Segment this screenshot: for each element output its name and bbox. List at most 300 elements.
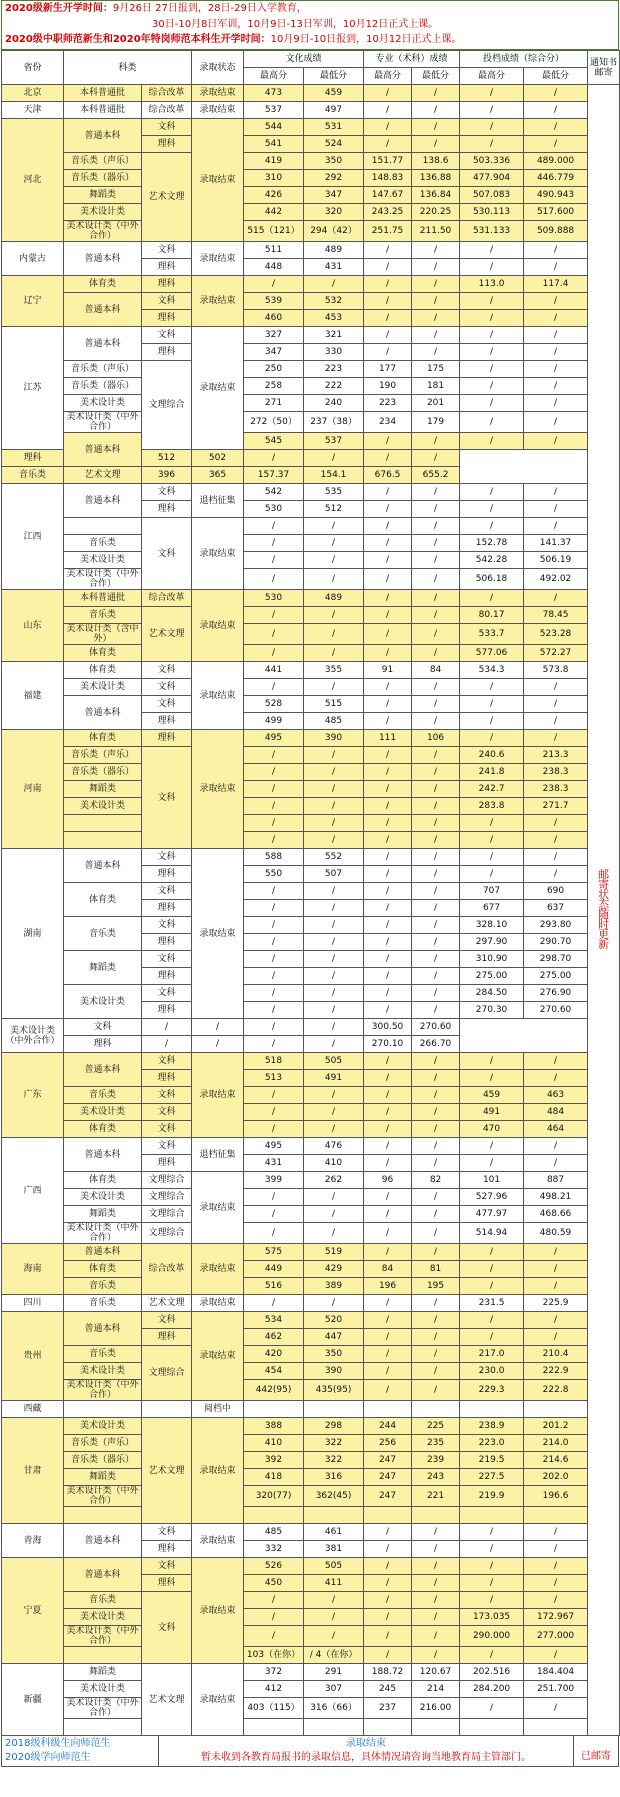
toudang-min-cell: / — [524, 1261, 588, 1278]
table-row — [2, 1312, 620, 1329]
status-cell: 录取结束 — [192, 1312, 244, 1401]
zhuanye-max-cell: / — [364, 293, 412, 310]
zhuanye-min-cell: / — [412, 1329, 460, 1346]
wenhua-min-cell: / — [304, 1592, 364, 1609]
table-row — [2, 1452, 620, 1469]
status-cell: 录取结束 — [192, 276, 244, 327]
wenhua-min-cell: / — [304, 1609, 364, 1626]
table-row — [2, 1104, 620, 1121]
wenhua-min-cell: 222 — [304, 378, 364, 395]
wenhua-min-cell: 476 — [304, 1138, 364, 1155]
zhuanye-max-cell: / — [364, 849, 412, 866]
status-cell: 录取结束 — [192, 662, 244, 730]
status-cell: 录取结束 — [192, 242, 244, 276]
toudang-max-cell: / — [460, 1575, 524, 1592]
category-cell: 美术设计类（中外合作） — [64, 1223, 142, 1244]
wenhua-max-cell: 528 — [244, 696, 304, 713]
category-cell: 音乐类（器乐） — [64, 170, 142, 187]
table-row — [2, 204, 620, 221]
zhuanye-min-cell: / — [412, 1189, 460, 1206]
zhuanye-min-cell: 239 — [412, 1452, 460, 1469]
subject-cell: 文科 — [142, 1138, 192, 1155]
toudang-min-cell: 498.21 — [524, 1189, 588, 1206]
status-cell: 录取结束 — [192, 1172, 244, 1244]
table-row — [2, 1664, 620, 1681]
table-row — [2, 518, 620, 535]
toudang-min-cell: / — [524, 361, 588, 378]
toudang-max-cell: / — [460, 1155, 524, 1172]
toudang-max-cell: / — [460, 501, 524, 518]
toudang-min-cell: 202.0 — [524, 1469, 588, 1486]
wenhua-min-cell: / — [304, 1104, 364, 1121]
category-cell: 普通本科 — [64, 242, 142, 276]
category-cell: 美术设计类（中外合作） — [64, 1626, 142, 1647]
toudang-min-cell: 484 — [524, 1104, 588, 1121]
zhuanye-max-cell: 247 — [364, 1486, 412, 1507]
wenhua-max-cell: 442 — [244, 204, 304, 221]
wenhua-max-cell: / — [244, 764, 304, 781]
table-row — [2, 781, 620, 798]
table-footer — [1, 1736, 619, 1767]
subject-cell: 文科 — [142, 1312, 192, 1329]
toudang-max-cell: 290.000 — [460, 1626, 524, 1647]
table-row — [2, 1138, 620, 1155]
table-row — [2, 378, 620, 395]
toudang-min-cell: / — [524, 259, 588, 276]
status-cell: 录取结束 — [192, 119, 244, 242]
zhuanye-max-cell: / — [364, 1524, 412, 1541]
table-row — [2, 119, 620, 136]
toudang-max-cell: 219.9 — [460, 1486, 524, 1507]
zhuanye-min-cell: / — [304, 1019, 364, 1036]
category-cell: 音乐类（声乐） — [64, 153, 142, 170]
category-cell: 美术设计类（中外合作） — [64, 412, 142, 433]
zhuanye-min-cell: / — [412, 607, 460, 624]
status-cell: 录取结束 — [192, 1524, 244, 1558]
footer-right — [573, 1736, 618, 1766]
zhuanye-max-cell: / — [364, 433, 412, 450]
province-cell: 海南 — [2, 1244, 64, 1295]
province-cell: 四川 — [2, 1295, 64, 1312]
toudang-min-cell: 276.90 — [524, 985, 588, 1002]
zhuanye-min-cell: / — [412, 518, 460, 535]
category-cell: 美术设计类 — [64, 552, 142, 569]
table-row — [2, 1524, 620, 1541]
province-cell: 江西 — [2, 484, 64, 590]
zhuanye-max-cell — [364, 1401, 412, 1418]
wenhua-max-cell: 103（在你） — [244, 1647, 304, 1664]
toudang-max-cell: 297.90 — [460, 934, 524, 951]
zhuanye-max-cell: / — [364, 501, 412, 518]
toudang-min-cell: / — [524, 85, 588, 102]
wenhua-max-cell: 495 — [244, 730, 304, 747]
header-status: 录取状态 — [192, 51, 244, 85]
zhuanye-max-cell: 84 — [364, 1261, 412, 1278]
toudang-min-cell: 238.3 — [524, 764, 588, 781]
zhuanye-min-cell: / — [412, 1647, 460, 1664]
province-cell: 河南 — [2, 730, 64, 849]
subject-cell: 文科 — [142, 849, 192, 866]
wenhua-min-cell: 502 — [192, 450, 244, 467]
toudang-max-cell: 503.336 — [460, 153, 524, 170]
table-row — [2, 1609, 620, 1626]
toudang-min-cell: / — [524, 849, 588, 866]
category-cell: 体育类 — [64, 645, 142, 662]
zhuanye-max-cell: 237 — [364, 1698, 412, 1719]
category-cell: 普通本科 — [64, 1312, 142, 1346]
toudang-min-cell: 573.8 — [524, 662, 588, 679]
province-cell: 江苏 — [2, 327, 64, 450]
zhuanye-min-cell: 106 — [412, 730, 460, 747]
wenhua-min-cell: / — [304, 883, 364, 900]
category-cell: 体育类 — [64, 276, 142, 293]
toudang-max-cell: 284.50 — [460, 985, 524, 1002]
toudang-min-cell: / — [524, 518, 588, 535]
table-row — [2, 1206, 620, 1223]
wenhua-min-cell: 316 — [304, 1469, 364, 1486]
zhuanye-min-cell: / — [304, 450, 364, 467]
category-cell: 普通本科 — [64, 1053, 142, 1087]
toudang-max-cell: 270.10 — [364, 1036, 412, 1053]
wenhua-max-cell: / — [244, 1626, 304, 1647]
category-cell — [64, 1647, 142, 1664]
toudang-max-cell: 459 — [460, 1087, 524, 1104]
table-row — [2, 467, 620, 484]
table-row — [2, 1019, 620, 1036]
toudang-min-cell: 290.70 — [524, 934, 588, 951]
zhuanye-min-cell: / — [412, 501, 460, 518]
toudang-max-cell: / — [460, 412, 524, 433]
status-cell: 录取结束 — [192, 1664, 244, 1736]
wenhua-max-cell: 499 — [244, 713, 304, 730]
zhuanye-min-cell: / — [412, 1223, 460, 1244]
zhuanye-min-cell: / — [412, 102, 460, 119]
subject-cell: 综合改革 — [142, 1244, 192, 1295]
category-cell: 普通本科 — [64, 1138, 142, 1172]
table-row — [2, 1036, 620, 1053]
subject-cell: 文理综合 — [142, 1172, 192, 1189]
toudang-max-cell: 230.0 — [460, 1363, 524, 1380]
wenhua-min-cell: 307 — [304, 1681, 364, 1698]
toudang-min-cell: 117.4 — [524, 276, 588, 293]
zhuanye-max-cell: / — [364, 1647, 412, 1664]
wenhua-min-cell: 552 — [304, 849, 364, 866]
toudang-max-cell: / — [460, 832, 524, 849]
table-row — [2, 569, 620, 590]
subject-cell: 文科 — [142, 883, 192, 900]
zhuanye-min-cell: / — [412, 1295, 460, 1312]
wenhua-min-cell: / — [192, 1019, 244, 1036]
subject-cell: 理科 — [64, 1036, 142, 1053]
table-row — [2, 187, 620, 204]
table-row — [2, 1558, 620, 1575]
zhuanye-min-cell: / — [412, 679, 460, 696]
wenhua-min-cell: 520 — [304, 1312, 364, 1329]
toudang-max-cell: / — [460, 713, 524, 730]
wenhua-max-cell: / — [244, 679, 304, 696]
wenhua-max-cell — [244, 1719, 304, 1736]
toudang-max-cell: 217.0 — [460, 1346, 524, 1363]
wenhua-min-cell: / — [304, 951, 364, 968]
category-cell: 普通本科 — [64, 849, 142, 883]
zhuanye-max-cell: / — [364, 1312, 412, 1329]
toudang-min-cell: 225.9 — [524, 1295, 588, 1312]
toudang-max-cell: / — [460, 395, 524, 412]
zhuanye-min-cell: 175 — [412, 361, 460, 378]
table-row — [2, 153, 620, 170]
wenhua-min-cell: / — [304, 1295, 364, 1312]
province-cell: 广西 — [2, 1138, 64, 1244]
toudang-max-cell: / — [460, 866, 524, 883]
province-cell: 山东 — [2, 590, 64, 662]
category-cell: 音乐类 — [64, 1295, 142, 1312]
wenhua-min-cell: 291 — [304, 1664, 364, 1681]
toudang-max-cell: 676.5 — [364, 467, 412, 484]
wenhua-max-cell: / — [244, 645, 304, 662]
wenhua-max-cell: 310 — [244, 170, 304, 187]
province-cell: 新疆 — [2, 1664, 64, 1736]
toudang-max-cell: 677 — [460, 900, 524, 917]
wenhua-max-cell: 272（50） — [244, 412, 304, 433]
subject-cell: 理科 — [142, 1002, 192, 1019]
toudang-min-cell: / — [524, 1647, 588, 1664]
category-cell — [64, 1401, 142, 1418]
toudang-max-cell: 530.113 — [460, 204, 524, 221]
toudang-min-cell: / — [524, 1053, 588, 1070]
table-row — [2, 1719, 620, 1736]
toudang-min-cell: / — [524, 730, 588, 747]
subject-cell: 文科 — [142, 985, 192, 1002]
wenhua-max-cell: 388 — [244, 1418, 304, 1435]
category-cell: 本科普通批 — [64, 85, 142, 102]
toudang-min-cell: 141.37 — [524, 535, 588, 552]
toudang-min-cell: 277.000 — [524, 1626, 588, 1647]
admission-page — [1, 0, 619, 1767]
zhuanye-min-cell: 138.6 — [412, 153, 460, 170]
wenhua-max-cell: 550 — [244, 866, 304, 883]
toudang-min-cell: 201.2 — [524, 1418, 588, 1435]
header-notice: 通知书邮寄 — [588, 51, 620, 85]
zhuanye-max-cell: / — [364, 1541, 412, 1558]
province-cell: 河北 — [2, 119, 64, 242]
table-row — [2, 815, 620, 832]
zhuanye-max-cell: / — [364, 1138, 412, 1155]
zhuanye-max-cell: / — [364, 985, 412, 1002]
table-row — [2, 242, 620, 259]
wenhua-min-cell: 459 — [304, 85, 364, 102]
wenhua-min-cell: 316（66） — [304, 1698, 364, 1719]
zhuanye-min-cell: 179 — [412, 412, 460, 433]
zhuanye-min-cell: / — [412, 433, 460, 450]
table-row — [2, 276, 620, 293]
toudang-min-cell: 506.19 — [524, 552, 588, 569]
zhuanye-min-cell: / — [412, 1244, 460, 1261]
zhuanye-min-cell: / — [412, 1558, 460, 1575]
subject-cell: 文科 — [142, 119, 192, 136]
subject-cell: 文科 — [142, 1053, 192, 1070]
wenhua-min-cell: 507 — [304, 866, 364, 883]
wenhua-min-cell: / — [304, 815, 364, 832]
status-cell: 录取结束 — [192, 102, 244, 119]
wenhua-max-cell: 541 — [244, 136, 304, 153]
subject-cell: 文科 — [142, 293, 192, 310]
toudang-min-cell: / — [524, 395, 588, 412]
category-cell: 美术设计类（中外合作） — [64, 221, 142, 242]
zhuanye-max-cell: / — [364, 713, 412, 730]
banner-label-1: 2020级新生开学时间： — [5, 3, 113, 14]
zhuanye-max-cell: / — [364, 883, 412, 900]
subject-cell: 文科 — [142, 484, 192, 501]
toudang-min-cell: 690 — [524, 883, 588, 900]
wenhua-min-cell: 505 — [304, 1558, 364, 1575]
category-cell — [64, 815, 142, 832]
wenhua-min-cell: 294（42） — [304, 221, 364, 242]
subject-cell: 文科 — [142, 951, 192, 968]
zhuanye-min-cell: / — [412, 569, 460, 590]
toudang-max-cell: 506.18 — [460, 569, 524, 590]
category-cell: 普通本科 — [64, 1558, 142, 1592]
toudang-max-cell: / — [460, 1647, 524, 1664]
toudang-max-cell: 173.035 — [460, 1609, 524, 1626]
table-row — [2, 1363, 620, 1380]
subject-cell: 理科 — [142, 344, 192, 361]
toudang-max-cell: / — [460, 696, 524, 713]
zhuanye-max-cell: / — [364, 1592, 412, 1609]
table-row — [2, 170, 620, 187]
toudang-min-cell: / — [524, 590, 588, 607]
wenhua-min-cell: / — [304, 1626, 364, 1647]
wenhua-max-cell: 372 — [244, 1664, 304, 1681]
wenhua-max-cell: 515（121） — [244, 221, 304, 242]
category-cell: 本科普通批 — [64, 102, 142, 119]
wenhua-max-cell: / — [244, 798, 304, 815]
toudang-max-cell: / — [460, 679, 524, 696]
wenhua-min-cell: 524 — [304, 136, 364, 153]
toudang-min-cell: / — [524, 119, 588, 136]
category-cell: 普通本科 — [64, 293, 142, 327]
wenhua-max-cell: 537 — [244, 102, 304, 119]
zhuanye-min-cell: / — [412, 1121, 460, 1138]
wenhua-max-cell — [244, 1401, 304, 1418]
subject-cell: 理科 — [142, 1541, 192, 1558]
wenhua-min-cell: 365 — [192, 467, 244, 484]
toudang-max-cell: 240.6 — [460, 747, 524, 764]
status-cell: 录取结束 — [192, 327, 244, 450]
wenhua-min-cell: / — [192, 1036, 244, 1053]
wenhua-max-cell: 441 — [244, 662, 304, 679]
zhuanye-min-cell: / — [412, 798, 460, 815]
toudang-max-cell — [460, 1401, 524, 1418]
wenhua-max-cell: 542 — [244, 484, 304, 501]
zhuanye-max-cell: 190 — [364, 378, 412, 395]
toudang-min-cell: / — [524, 484, 588, 501]
toudang-max-cell: 310.90 — [460, 951, 524, 968]
subject-cell: 艺术文理 — [142, 1418, 192, 1524]
wenhua-max-cell: 485 — [244, 1524, 304, 1541]
wenhua-min-cell: / — [304, 679, 364, 696]
subject-cell: 理科 — [142, 968, 192, 985]
wenhua-min-cell: / — [304, 985, 364, 1002]
wenhua-max-cell: / — [244, 934, 304, 951]
toudang-max-cell — [460, 1719, 524, 1736]
zhuanye-min-cell: / — [412, 1575, 460, 1592]
table-row — [2, 607, 620, 624]
wenhua-max-cell: 512 — [142, 450, 192, 467]
category-cell — [64, 518, 142, 535]
subject-cell: 综合改革 — [142, 102, 192, 119]
status-cell: 录取结束 — [192, 1244, 244, 1295]
toudang-min-cell: / — [524, 327, 588, 344]
table-body — [2, 85, 620, 1736]
category-cell: 本科普通批 — [64, 590, 142, 607]
wenhua-min-cell: 347 — [304, 187, 364, 204]
toudang-max-cell: / — [460, 361, 524, 378]
wenhua-max-cell: / — [244, 900, 304, 917]
toudang-max-cell: 328.10 — [460, 917, 524, 934]
wenhua-max-cell: 392 — [244, 1452, 304, 1469]
wenhua-min-cell — [304, 1719, 364, 1736]
toudang-min-cell: 517.600 — [524, 204, 588, 221]
zhuanye-max-cell: / — [364, 569, 412, 590]
toudang-min-cell: / — [524, 102, 588, 119]
wenhua-min-cell: 531 — [304, 119, 364, 136]
wenhua-min-cell: 429 — [304, 1261, 364, 1278]
wenhua-max-cell: / — [244, 1223, 304, 1244]
toudang-max-cell: 534.3 — [460, 662, 524, 679]
toudang-max-cell: / — [460, 1244, 524, 1261]
toudang-max-cell: / — [460, 518, 524, 535]
wenhua-min-cell: 411 — [304, 1575, 364, 1592]
wenhua-max-cell: / — [244, 1295, 304, 1312]
wenhua-min-cell: 489 — [304, 242, 364, 259]
subject-cell: 理科 — [2, 450, 64, 467]
subject-cell: 文科 — [142, 327, 192, 344]
category-cell: 普通本科 — [64, 696, 142, 730]
toudang-min-cell: 214.6 — [524, 1452, 588, 1469]
wenhua-max-cell: 396 — [142, 467, 192, 484]
toudang-max-cell: / — [460, 590, 524, 607]
table-row — [2, 293, 620, 310]
category-cell: 美术设计类（中外合作） — [2, 1019, 64, 1053]
zhuanye-min-cell — [412, 1719, 460, 1736]
header-min: 最低分 — [412, 68, 460, 85]
toudang-min-cell — [524, 1401, 588, 1418]
category-cell: 美术设计类 — [64, 1363, 142, 1380]
category-cell: 美术设计类 — [64, 1104, 142, 1121]
toudang-max-cell: / — [460, 293, 524, 310]
category-cell: 普通本科 — [64, 327, 142, 361]
banner-label-3: 2020级中职师范新生和2020年特岗师范本科生开学时间： — [5, 34, 271, 45]
table-row — [2, 1681, 620, 1698]
header-max: 最高分 — [364, 68, 412, 85]
toudang-min-cell: 214.0 — [524, 1435, 588, 1452]
toudang-min-cell: / — [524, 1541, 588, 1558]
wenhua-max-cell: / — [244, 781, 304, 798]
wenhua-max-cell: 462 — [244, 1329, 304, 1346]
toudang-min-cell — [524, 1507, 588, 1524]
toudang-min-cell: / — [524, 310, 588, 327]
province-cell: 西藏 — [2, 1401, 64, 1418]
wenhua-max-cell: / — [244, 1189, 304, 1206]
zhuanye-max-cell: / — [364, 832, 412, 849]
zhuanye-max-cell: / — [244, 1036, 304, 1053]
table-row — [2, 798, 620, 815]
table-row — [2, 1346, 620, 1363]
category-cell: 美术设计类 — [64, 204, 142, 221]
notice-column — [588, 85, 620, 1736]
wenhua-min-cell: 410 — [304, 1155, 364, 1172]
toudang-max-cell: 533.7 — [460, 624, 524, 645]
